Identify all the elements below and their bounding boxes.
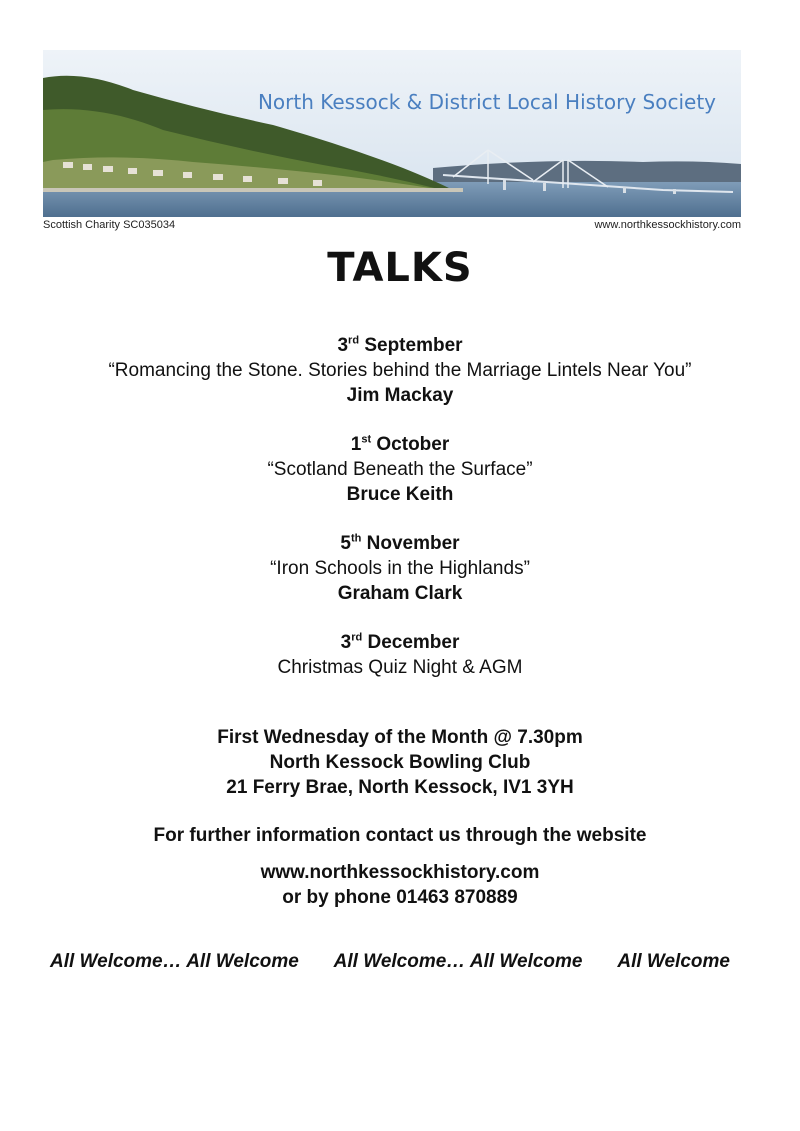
talks-list bbox=[0, 333, 800, 704]
talk-speaker: Bruce Keith bbox=[346, 484, 454, 505]
talk-date: 3rd December bbox=[340, 631, 460, 653]
talk-date: 5th November bbox=[340, 532, 460, 554]
contact-lead: For further information contact us through the website bbox=[153, 825, 647, 846]
welcome-text: All Welcome bbox=[617, 951, 730, 972]
meeting-address: 21 Ferry Brae, North Kessock, IV1 3YH bbox=[226, 777, 574, 798]
talk-speaker: Jim Mackay bbox=[346, 385, 454, 406]
talk-title: “Iron Schools in the Highlands” bbox=[270, 558, 530, 579]
talk-item bbox=[0, 333, 800, 408]
talk-item bbox=[0, 531, 800, 606]
contact-details bbox=[0, 823, 800, 910]
welcome-text: All Welcome… All Welcome bbox=[333, 951, 583, 972]
page-title: TALKS bbox=[327, 245, 473, 291]
talk-date: 3rd September bbox=[337, 334, 463, 356]
header-meta bbox=[43, 219, 741, 231]
talk-speaker: Graham Clark bbox=[337, 583, 463, 604]
venue-details bbox=[0, 725, 800, 800]
meeting-place: North Kessock Bowling Club bbox=[269, 752, 531, 773]
talk-title: “Scotland Beneath the Surface” bbox=[267, 459, 533, 480]
welcome-banner bbox=[50, 951, 730, 973]
talk-title: “Romancing the Stone. Stories behind the Marriage Lintels Near You” bbox=[108, 360, 692, 381]
loch-landscape-image bbox=[43, 50, 741, 217]
society-title: North Kessock & District Local History Society bbox=[257, 90, 716, 114]
header-banner bbox=[43, 50, 741, 217]
talk-title: Christmas Quiz Night & AGM bbox=[277, 657, 523, 678]
charity-number: Scottish Charity SC035034 bbox=[43, 219, 176, 231]
meeting-time: First Wednesday of the Month @ 7.30pm bbox=[217, 727, 583, 748]
talk-item bbox=[0, 630, 800, 680]
header-website: www.northkessockhistory.com bbox=[594, 219, 741, 231]
welcome-text: All Welcome… All Welcome bbox=[50, 951, 299, 972]
contact-website: www.northkessockhistory.com bbox=[260, 862, 540, 883]
contact-phone: or by phone 01463 870889 bbox=[282, 887, 518, 908]
talk-date: 1st October bbox=[350, 433, 450, 455]
talk-item bbox=[0, 432, 800, 507]
